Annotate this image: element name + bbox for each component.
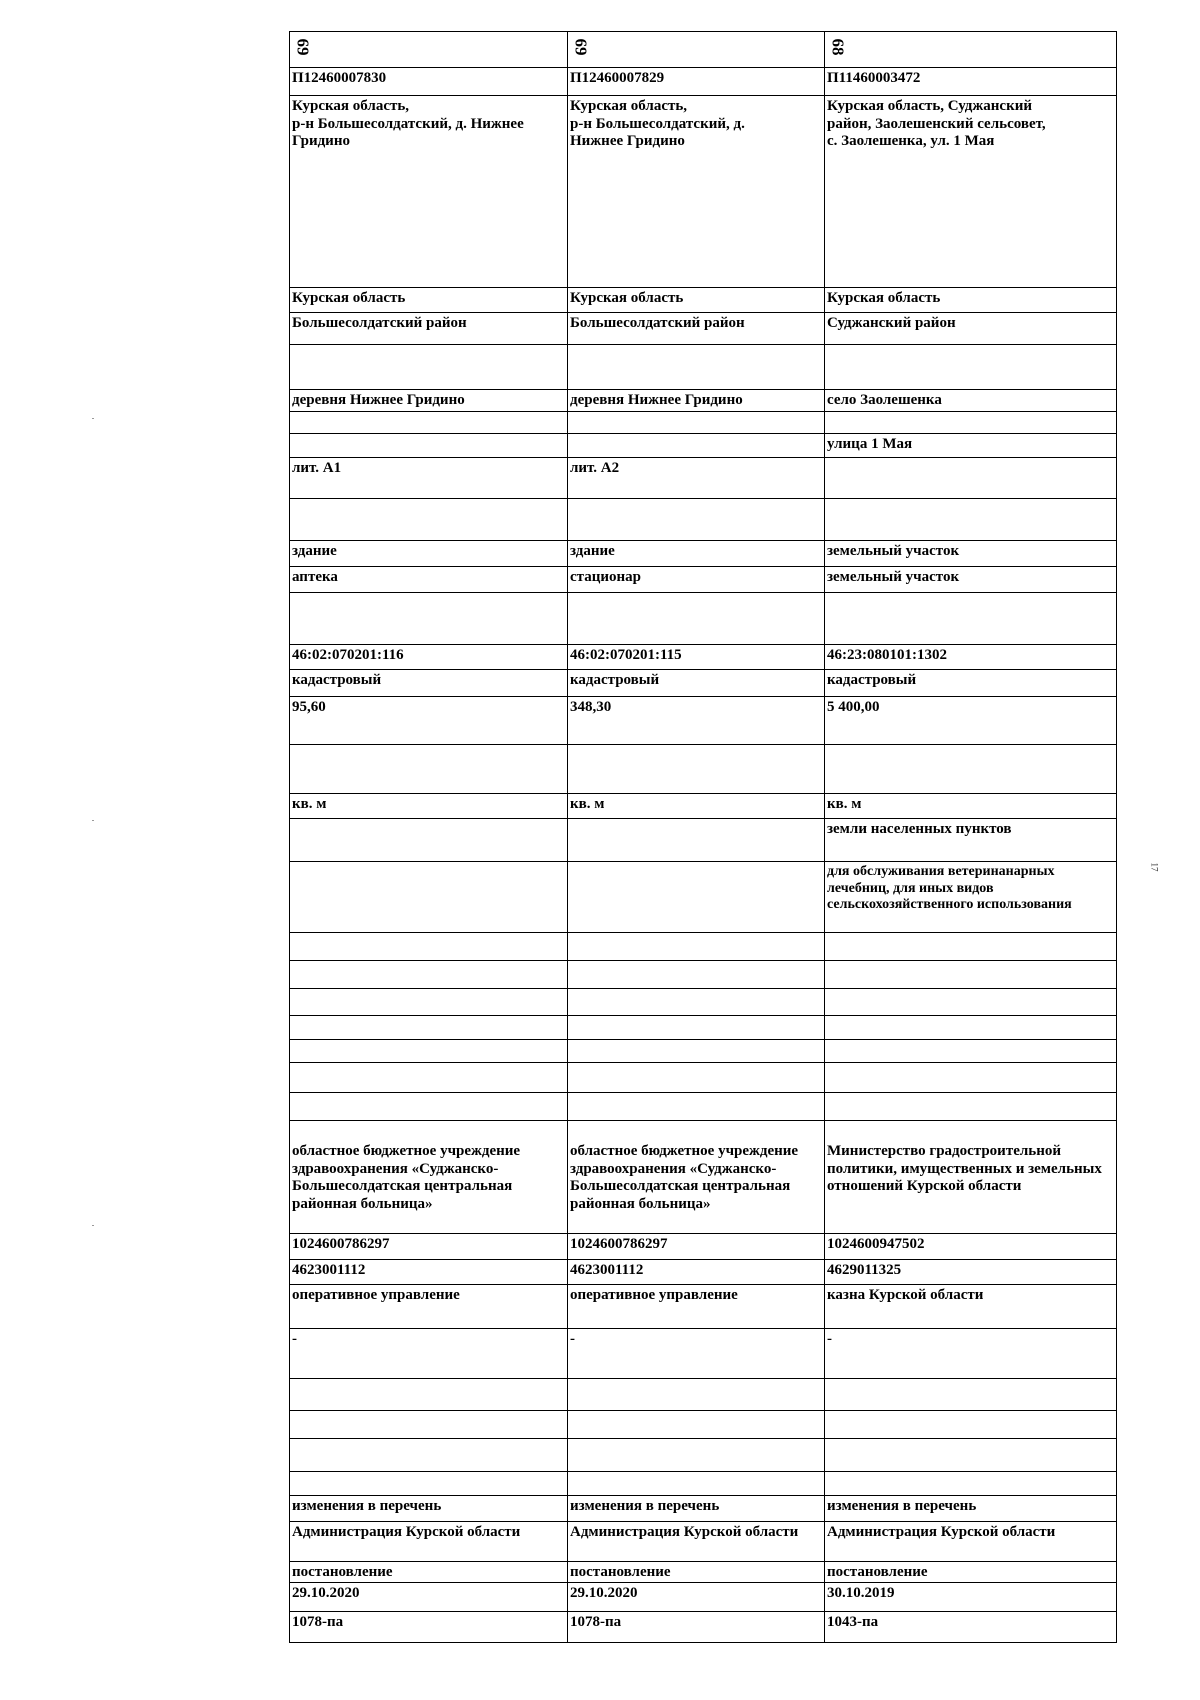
cell-e11: [825, 1472, 1115, 1495]
cell-address: Курская область, р-н Большесолдатский, д. Нижнее Гридино: [568, 96, 825, 287]
cell-right: оперативное управление: [290, 1285, 568, 1328]
table-row: [290, 499, 1116, 541]
table-row: [290, 434, 1116, 458]
cell-dash: -: [827, 1331, 832, 1347]
cell-e4: [290, 1016, 568, 1039]
cell-number-type: кадастровый: [290, 670, 568, 696]
cell-cadastral-no: 46:02:070201:116: [290, 645, 568, 669]
table-row: [290, 1063, 1116, 1093]
table-row: [290, 541, 1116, 567]
cell-street-type: [290, 412, 568, 433]
cell-e4: [568, 1016, 825, 1039]
table-row: [290, 1472, 1116, 1496]
table-row: [290, 1121, 1116, 1234]
table-row: [290, 933, 1116, 961]
cell-act-type: постановление: [827, 1564, 928, 1580]
table-row: [290, 989, 1116, 1016]
cell-lit: лит. А1: [290, 458, 568, 498]
scan-speck: [92, 418, 94, 419]
table-row: [290, 96, 1116, 288]
table-row: [290, 1040, 1116, 1063]
table-row: [290, 1285, 1116, 1329]
cell-right: казна Курской области: [827, 1287, 984, 1303]
register-table: [289, 31, 1117, 1643]
cell-unit: кв. м: [290, 794, 568, 818]
cell-holder: областное бюджетное учреждение здравоохранения «Суджанско-Большесолдатская центральная районная больница»: [290, 1121, 568, 1233]
cell-authority: Администрация Курской области: [568, 1522, 825, 1561]
cell-land-use: для обслуживания ветеринанарных лечебниц, для иных видов сельскохозяйственного использования: [827, 864, 1072, 913]
scan-speck: [92, 1225, 94, 1226]
cell-object-type: здание: [568, 541, 825, 566]
cell-authority: Администрация Курской области: [827, 1524, 1056, 1540]
cell-authority: Администрация Курской области: [290, 1522, 568, 1561]
cell-street: [290, 434, 568, 457]
cell-land-category: [290, 819, 568, 861]
cell-e10: [290, 1439, 568, 1471]
table-row: [290, 670, 1116, 697]
cell-e8: [568, 1379, 825, 1410]
cell-e5: [568, 1040, 825, 1062]
cell-object-extra: [568, 593, 825, 644]
cell-object-extra: [290, 593, 568, 644]
cell-e9: [568, 1411, 825, 1438]
cell-cadastral-no: 46:23:080101:1302: [827, 647, 947, 663]
cell-area-extra: [290, 745, 568, 793]
cell-land-use: [290, 862, 568, 932]
cell-change-type: изменения в перечень: [290, 1496, 568, 1521]
cell-building-no: [290, 499, 568, 540]
cell-number-type: кадастровый: [827, 672, 917, 688]
scan-speck: [92, 820, 94, 821]
table-row: [290, 1612, 1116, 1642]
cell-e6: [290, 1063, 568, 1092]
cell-land-category: [568, 819, 825, 861]
table-row: [290, 794, 1116, 819]
cell-address: Курская область, Суджанский район, Заолешенский сельсовет, с. Заолешенка, ул. 1 Мая: [827, 98, 1046, 150]
cell-e1: [290, 933, 568, 960]
cell-inn: 4629011325: [827, 1262, 902, 1278]
cell-e9: [290, 1411, 568, 1438]
table-row: [290, 1411, 1116, 1439]
table-row: [290, 1439, 1116, 1472]
cell-e7: [568, 1093, 825, 1120]
cell-building-no: [568, 499, 825, 540]
cell-e10: [825, 1439, 1115, 1471]
cell-e2: [568, 961, 825, 988]
cell-object-name: аптека: [290, 567, 568, 592]
cell-e1: [568, 933, 825, 960]
table-row: [290, 1562, 1116, 1583]
table-row: [290, 1093, 1116, 1121]
cell-street: [568, 434, 825, 457]
table-row: [290, 1522, 1116, 1562]
cell-e5: [290, 1040, 568, 1062]
cell-subject: Курская область: [290, 288, 568, 312]
cell-land-category: земли населенных пунктов: [827, 821, 1012, 837]
cell-act-type: постановление: [568, 1562, 825, 1582]
cell-num: [825, 32, 1115, 67]
table-row: [290, 313, 1116, 345]
cell-lit: лит. А2: [568, 458, 825, 498]
cell-locality: деревня Нижнее Гридино: [568, 390, 825, 411]
cell-e11: [568, 1472, 825, 1495]
cell-subject: Курская область: [568, 288, 825, 312]
cell-dash: -: [568, 1329, 825, 1378]
row-number: 68: [828, 38, 848, 56]
table-row: [290, 819, 1116, 862]
cell-e4: [825, 1016, 1115, 1039]
cell-street-type: [568, 412, 825, 433]
cell-holder: Министерство градостроительной политики, имущественных и земельных отношений Курской области: [827, 1143, 1102, 1195]
cell-building-no: [825, 499, 1115, 540]
cell-ogrn: 1024600786297: [290, 1234, 568, 1259]
cell-e2: [290, 961, 568, 988]
cell-object-type: здание: [290, 541, 568, 566]
cell-reg: П12460007829: [568, 68, 825, 95]
cell-area: 95,60: [290, 697, 568, 744]
cell-e7: [290, 1093, 568, 1120]
cell-district: Суджанский район: [827, 315, 956, 331]
cell-subject: Курская область: [827, 290, 941, 306]
cell-area: 5 400,00: [827, 699, 880, 715]
cell-e3: [568, 989, 825, 1015]
cell-object-name: земельный участок: [827, 569, 960, 585]
table-row: [290, 390, 1116, 412]
cell-date: 30.10.2019: [827, 1585, 895, 1601]
cell-area: 348,30: [568, 697, 825, 744]
cell-holder: областное бюджетное учреждение здравоохранения «Суджанско-Большесолдатская центральная районная больница»: [568, 1121, 825, 1233]
table-row: [290, 1379, 1116, 1411]
table-row: [290, 593, 1116, 645]
cell-num: [568, 32, 825, 67]
cell-date: 29.10.2020: [290, 1583, 568, 1611]
cell-e5: [825, 1040, 1115, 1062]
cell-object-type: земельный участок: [827, 543, 960, 559]
cell-settlement: [568, 345, 825, 389]
table-row: [290, 458, 1116, 499]
cell-e7: [825, 1093, 1115, 1120]
cell-inn: 4623001112: [568, 1260, 825, 1284]
table-row: [290, 345, 1116, 390]
cell-cadastral-no: 46:02:070201:115: [568, 645, 825, 669]
cell-unit: кв. м: [827, 796, 862, 812]
table-row: [290, 1329, 1116, 1379]
cell-reg: П12460007830: [290, 68, 568, 95]
table-row: [290, 412, 1116, 434]
table-row: [290, 1234, 1116, 1260]
table-row: [290, 567, 1116, 593]
table-row: [290, 961, 1116, 989]
cell-e3: [825, 989, 1115, 1015]
cell-num: [290, 32, 568, 67]
table-row: [290, 645, 1116, 670]
cell-e10: [568, 1439, 825, 1471]
cell-act-no: 1078-па: [290, 1612, 568, 1642]
cell-locality: деревня Нижнее Гридино: [290, 390, 568, 411]
cell-change-type: изменения в перечень: [568, 1496, 825, 1521]
row-number: 69: [571, 38, 591, 56]
row-number: 69: [293, 38, 313, 56]
table-row: [290, 1496, 1116, 1522]
cell-date: 29.10.2020: [568, 1583, 825, 1611]
cell-address: Курская область, р-н Большесолдатский, д. Нижнее Гридино: [290, 96, 568, 287]
cell-change-type: изменения в перечень: [827, 1498, 977, 1514]
cell-e3: [290, 989, 568, 1015]
table-row: [290, 862, 1116, 933]
cell-ogrn: 1024600947502: [827, 1236, 925, 1252]
table-row: [290, 1260, 1116, 1285]
cell-lit: [825, 458, 1115, 498]
table-row: [290, 68, 1116, 96]
cell-settlement: [290, 345, 568, 389]
table-row: [290, 745, 1116, 794]
cell-act-type: постановление: [290, 1562, 568, 1582]
cell-right: оперативное управление: [568, 1285, 825, 1328]
table-row: [290, 32, 1116, 68]
cell-e11: [290, 1472, 568, 1495]
cell-e9: [825, 1411, 1115, 1438]
cell-street: улица 1 Мая: [827, 436, 913, 452]
cell-dash: -: [290, 1329, 568, 1378]
cell-locality: село Заолешенка: [827, 392, 942, 408]
cell-object-extra: [825, 593, 1115, 644]
cell-area-extra: [568, 745, 825, 793]
cell-e2: [825, 961, 1115, 988]
cell-district: Большесолдатский район: [568, 313, 825, 344]
cell-e6: [568, 1063, 825, 1092]
cell-e8: [825, 1379, 1115, 1410]
cell-settlement: [825, 345, 1115, 389]
cell-unit: кв. м: [568, 794, 825, 818]
cell-e8: [290, 1379, 568, 1410]
cell-district: Большесолдатский район: [290, 313, 568, 344]
cell-object-name: стационар: [568, 567, 825, 592]
cell-act-no: 1043-па: [827, 1614, 879, 1630]
table-row: [290, 697, 1116, 745]
table-row: [290, 1016, 1116, 1040]
cell-e1: [825, 933, 1115, 960]
cell-number-type: кадастровый: [568, 670, 825, 696]
table-row: [290, 288, 1116, 313]
cell-area-extra: [825, 745, 1115, 793]
page-number: 17: [1149, 862, 1160, 872]
table-row: [290, 1583, 1116, 1612]
cell-land-use: [568, 862, 825, 932]
cell-ogrn: 1024600786297: [568, 1234, 825, 1259]
cell-e6: [825, 1063, 1115, 1092]
cell-act-no: 1078-па: [568, 1612, 825, 1642]
cell-street-type: [825, 412, 1115, 433]
cell-reg: П11460003472: [827, 70, 921, 86]
cell-inn: 4623001112: [290, 1260, 568, 1284]
